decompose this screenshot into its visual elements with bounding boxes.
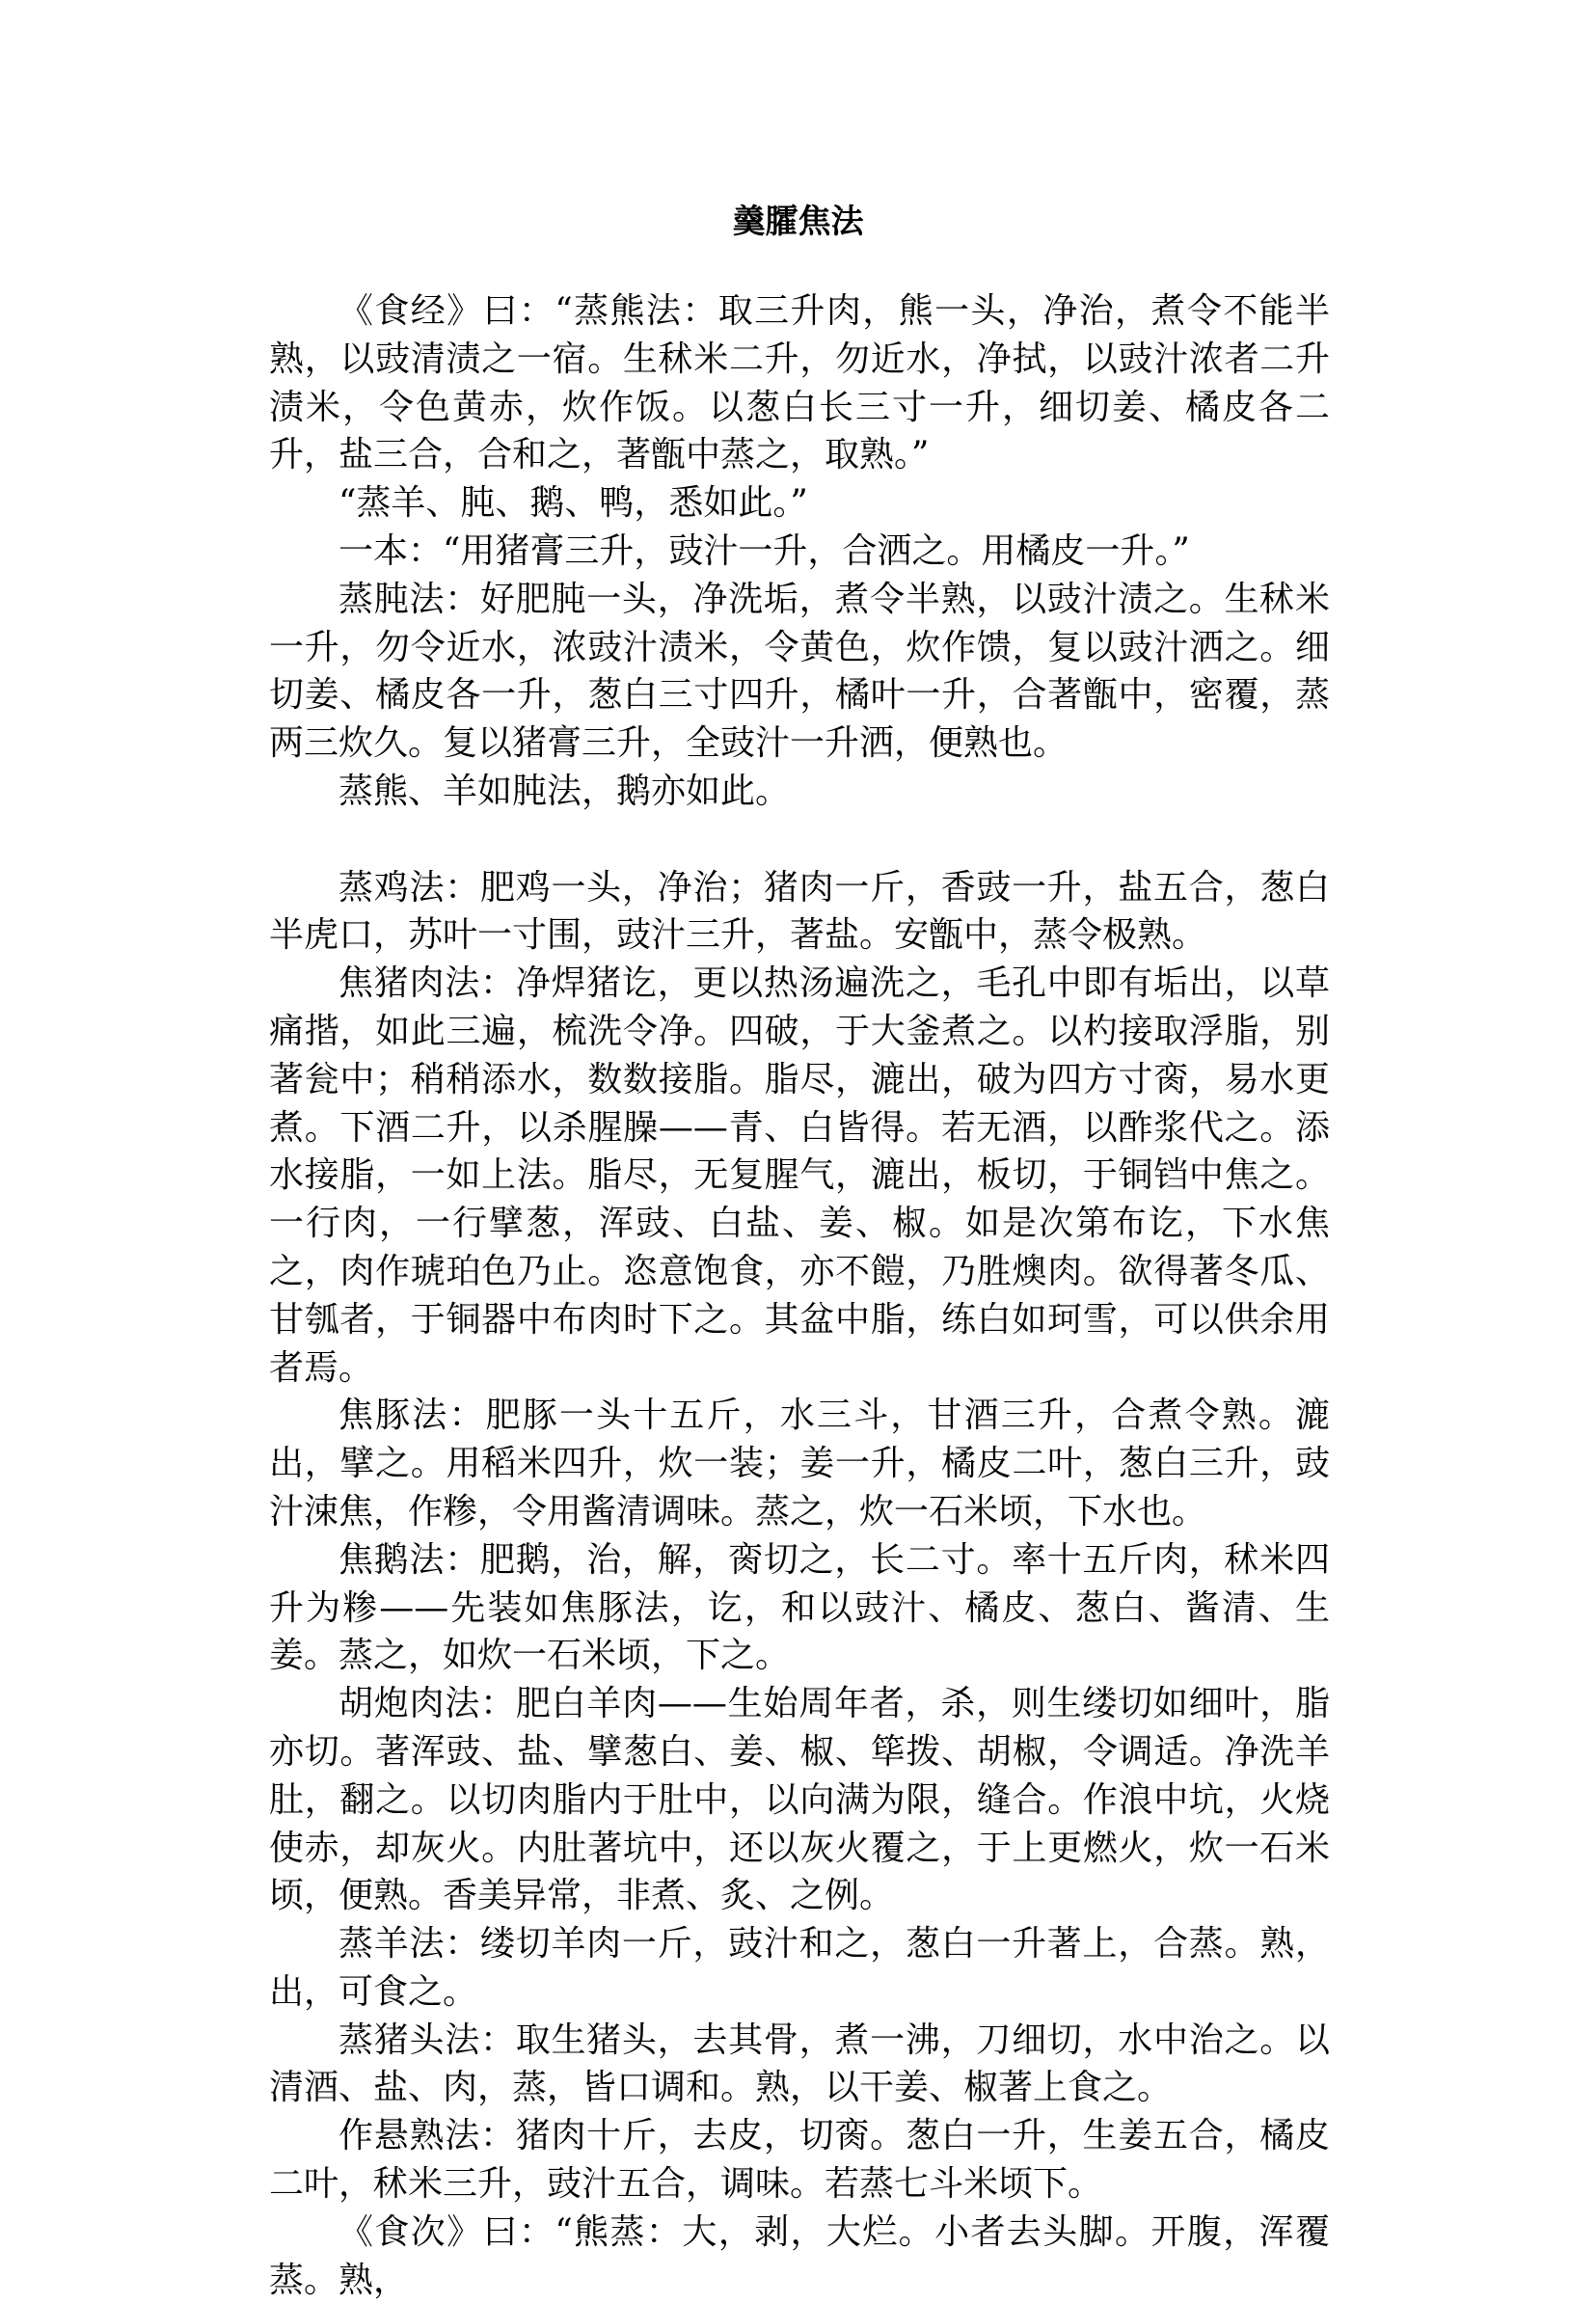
paragraph: 《食经》曰：“蒸熊法：取三升肉，熊一头，净治，煮令不能半熟，以豉清渍之一宿。生秫米二升，勿近水，净拭，以豉汁浓者二升渍米，令色黄赤，炊作饭。以葱白长三寸一升，细切姜、橘皮各二升，盐三合，合和之，著甑中蒸之，取熟。”	[269, 291, 1330, 475]
paragraph: 胡炮肉法：肥白羊肉——生始周年者，杀，则生缕切如细叶，脂亦切。著浑豉、盐、擘葱白、姜、椒、筚拨、胡椒，令调适。净洗羊肚，翻之。以切肉脂内于肚中，以向满为限，缝合。作浪中坑，火烧使赤，却灰火。内肚著坑中，还以灰火覆之，于上更燃火，炊一石米顷，便熟。香美异常，非煮、炙、之例。	[269, 1684, 1330, 1916]
paragraph: 焦猪肉法：净焊猪讫，更以热汤遍洗之，毛孔中即有垢出，以草痛揩，如此三遍，梳洗令净。四破，于大釜煮之。以杓接取浮脂，别著瓮中；稍稍添水，数数接脂。脂尽，漉出，破为四方寸脔，易水更煮。下酒二升，以杀腥臊——青、白皆得。若无酒，以酢浆代之。添水接脂，一如上法。脂尽，无复腥气，漉出，板切，于铜铛中焦之。一行肉，一行擘葱，浑豉、白盐、姜、椒。如是次第布讫，下水焦之，肉作琥珀色乃止。恣意饱食，亦不䭓，乃胜燠肉。欲得著冬瓜、甘瓠者，于铜器中布肉时下之。其盆中脂，练白如珂雪，可以供余用者焉。	[269, 963, 1330, 1388]
document-body	[269, 287, 1330, 2304]
paragraph: “蒸羊、肫、鹅、鸭，悉如此。”	[338, 483, 808, 524]
paragraph-gap	[269, 816, 1330, 864]
page-title: 羹臛焦法	[732, 203, 864, 241]
paragraph: 蒸猪头法：取生猪头，去其骨，煮一沸，刀细切，水中治之。以清酒、盐、肉，蒸，皆口调和。熟，以干姜、椒著上食之。	[269, 2019, 1330, 2108]
paragraph: 《食次》曰：“熊蒸：大，剥，大烂。小者去头脚。开腹，浑覆蒸。熟，	[269, 2211, 1330, 2300]
paragraph: 蒸鸡法：肥鸡一头，净治；猪肉一斤，香豉一升，盐五合，葱白半虎口，苏叶一寸围，豉汁三升，著盐。安甑中，蒸令极熟。	[269, 867, 1330, 956]
paragraph: 蒸肫法：好肥肫一头，净洗垢，煮令半熟，以豉汁渍之。生秫米一升，勿令近水，浓豉汁渍米，令黄色，炊作馈，复以豉汁洒之。细切姜、橘皮各一升，葱白三寸四升，橘叶一升，合著甑中，密覆，蒸两三炊久。复以猪膏三升，全豉汁一升洒，便熟也。	[269, 579, 1330, 764]
paragraph: 作悬熟法：猪肉十斤，去皮，切脔。葱白一升，生姜五合，橘皮二叶，秫米三升，豉汁五合，调味。若蒸七斗米顷下。	[269, 2116, 1330, 2205]
paragraph: 一本：“用猪膏三升，豉汁一升，合洒之。用橘皮一升。”	[338, 530, 1190, 571]
paragraph: 蒸熊、羊如肫法，鹅亦如此。	[338, 771, 791, 811]
paragraph: 焦豚法：肥豚一头十五斤，水三斗，甘酒三升，合煮令熟。漉出，擘之。用稻米四升，炊一装；姜一升，橘皮二叶，葱白三升，豉汁涑焦，作糁，令用酱清调味。蒸之，炊一石米顷，下水也。	[269, 1396, 1330, 1531]
paragraph: 蒸羊法：缕切羊肉一斤，豉汁和之，葱白一升著上，合蒸。熟，出，可食之。	[269, 1924, 1330, 2012]
paragraph: 焦鹅法：肥鹅，治，解，脔切之，长二寸。率十五斤肉，秫米四升为糁——先装如焦豚法，讫，和以豉汁、橘皮、葱白、酱清、生姜。蒸之，如炊一石米顷，下之。	[269, 1539, 1330, 1676]
